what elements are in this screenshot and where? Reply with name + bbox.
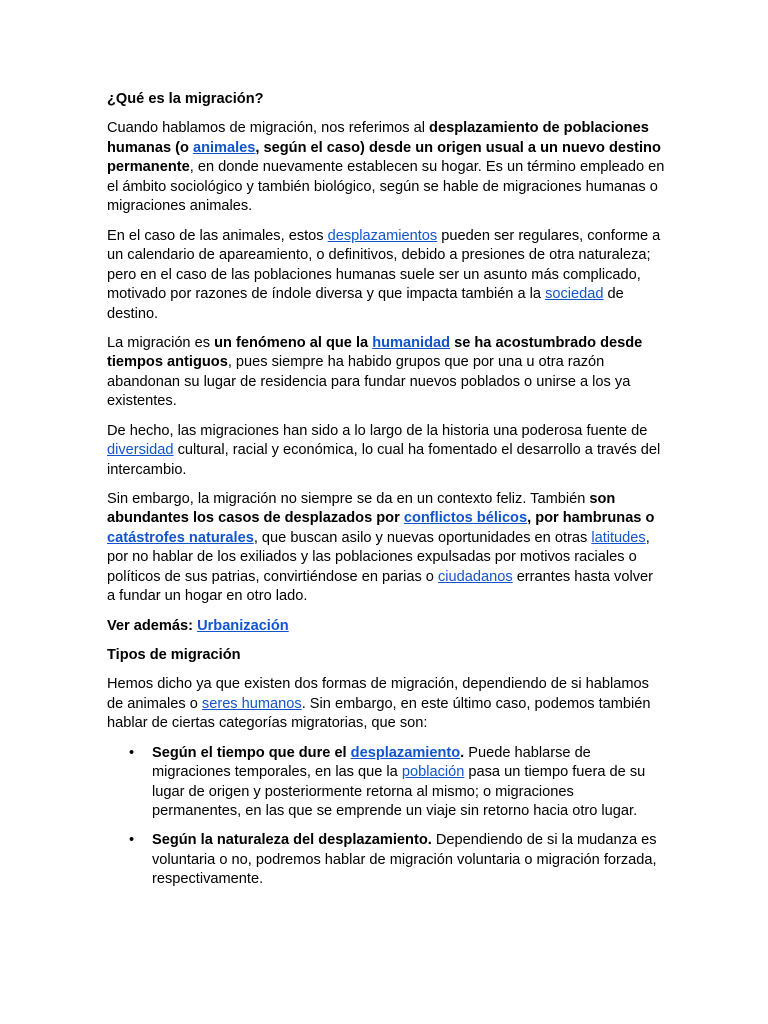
bold-run: un fenómeno al que la xyxy=(214,334,373,351)
list-item xyxy=(107,831,665,890)
bold-link-wrapper xyxy=(404,510,527,526)
link-catastrofes-naturales[interactable]: catástrofes naturales xyxy=(107,529,254,546)
text-run: , en donde nuevamente establecen su hogar. Es un término empleado en el ámbito sociológico y también biológico, según se hable de migraciones humanas o migraciones animales. xyxy=(107,159,665,215)
bold-run: . xyxy=(460,744,465,761)
text-run: De hecho, las migraciones han sido a lo largo de la historia una poderosa fuente de xyxy=(107,422,648,439)
text-run: Hemos dicho ya que existen dos formas de migración, dependiendo de si hablamos de animales o xyxy=(107,676,649,712)
text-run: Cuando hablamos de migración, nos referimos al xyxy=(107,120,430,137)
link-poblacion[interactable]: población xyxy=(401,764,465,781)
link-desplazamientos[interactable]: desplazamientos xyxy=(327,227,438,244)
link-seres-humanos[interactable]: seres humanos xyxy=(201,695,302,712)
paragraph-phenomenon xyxy=(107,334,665,412)
paragraph-diversity xyxy=(107,422,665,481)
text-run: , por no hablar de los exiliados y las poblaciones expulsadas por motivos raciales o políticos de sus patrias, convirtiéndose en parias o xyxy=(107,529,650,585)
bold-run: Según el tiempo que dure el xyxy=(152,744,351,761)
paragraph-types-intro xyxy=(107,675,665,734)
text-run: , que buscan asilo y nuevas oportunidades en otras xyxy=(253,529,592,546)
bold-run: se ha acostumbrado desde tiempos antiguos xyxy=(107,334,643,371)
paragraph-definition xyxy=(107,119,665,217)
migration-types-list xyxy=(107,744,665,890)
bold-run: , por hambrunas o xyxy=(527,510,655,527)
text-run: , pues siempre ha habido grupos que por una u otra razón abandonan su lugar de residencia para fundar nuevos poblados o unirse a los ya existentes. xyxy=(107,354,631,410)
link-desplazamiento[interactable]: desplazamiento xyxy=(350,744,461,761)
see-also-label: Ver además: xyxy=(107,617,198,634)
bold-run: son abundantes los casos de desplazados por xyxy=(107,490,616,527)
text-run: Sin embargo, la migración no siempre se da en un contexto feliz. También xyxy=(107,490,590,507)
bold-link-wrapper xyxy=(107,530,254,546)
section-heading-types: Tipos de migración xyxy=(107,647,241,664)
bullet-icon: • xyxy=(129,832,135,849)
link-latitudes[interactable]: latitudes xyxy=(591,529,646,546)
bold-run: desplazamiento de poblaciones humanas (o xyxy=(107,120,649,156)
bold-run: , según el caso) desde un origen usual a un nuevo destino permanente xyxy=(107,139,661,176)
text-run: . Sin embargo, en este último caso, podemos también hablar de ciertas categorías migratorias, que son: xyxy=(107,695,651,732)
text-run: errantes hasta volver a fundar un hogar en otro lado. xyxy=(107,568,653,605)
text-run: pueden ser regulares, conforme a un calendario de apareamiento, o definitivos, debido a presiones de otra naturaleza; pero en el caso de las poblaciones humanas suele ser un asunto más complicado, motivado por razones de índole diversa y que impacta también a la xyxy=(107,227,661,303)
text-run: pasa un tiempo fuera de su lugar de origen y posteriormente retorna al mismo; o migraciones permanentes, en las que se emprende un viaje sin retorno hacia otro lugar. xyxy=(152,764,646,820)
text-run: Dependiendo de si la mudanza es voluntaria o no, podremos hablar de migración voluntaria o migración forzada, respectivamente. xyxy=(152,832,657,888)
link-humanidad[interactable]: humanidad xyxy=(372,334,451,351)
bold-link-wrapper xyxy=(197,618,289,634)
bold-link-wrapper xyxy=(193,140,255,156)
page-title: ¿Qué es la migración? xyxy=(107,91,264,107)
bold-link-wrapper xyxy=(372,335,450,351)
link-animales[interactable]: animales xyxy=(192,139,256,156)
bold-link-wrapper xyxy=(351,745,460,761)
text-run: En el caso de las animales, estos xyxy=(107,227,328,244)
see-also xyxy=(107,617,665,637)
bullet-icon: • xyxy=(129,744,135,761)
list-item xyxy=(107,744,665,822)
link-diversidad[interactable]: diversidad xyxy=(107,442,174,459)
text-run: Puede hablarse de migraciones temporales, en las que la xyxy=(152,744,591,781)
link-sociedad[interactable]: sociedad xyxy=(545,286,604,303)
text-run: La migración es xyxy=(107,334,215,351)
document-page xyxy=(107,90,665,900)
link-ciudadanos[interactable]: ciudadanos xyxy=(437,568,513,585)
paragraph-animals xyxy=(107,227,665,325)
text-run: cultural, racial y económica, lo cual ha fomentado el desarrollo a través del intercambio. xyxy=(107,442,661,478)
link-urbanizacion[interactable]: Urbanización xyxy=(197,617,289,634)
paragraph-displaced xyxy=(107,490,665,607)
bold-run: Según la naturaleza del desplazamiento. xyxy=(152,832,432,849)
link-conflictos-belicos[interactable]: conflictos bélicos xyxy=(403,510,528,527)
text-run: de destino. xyxy=(107,286,624,322)
